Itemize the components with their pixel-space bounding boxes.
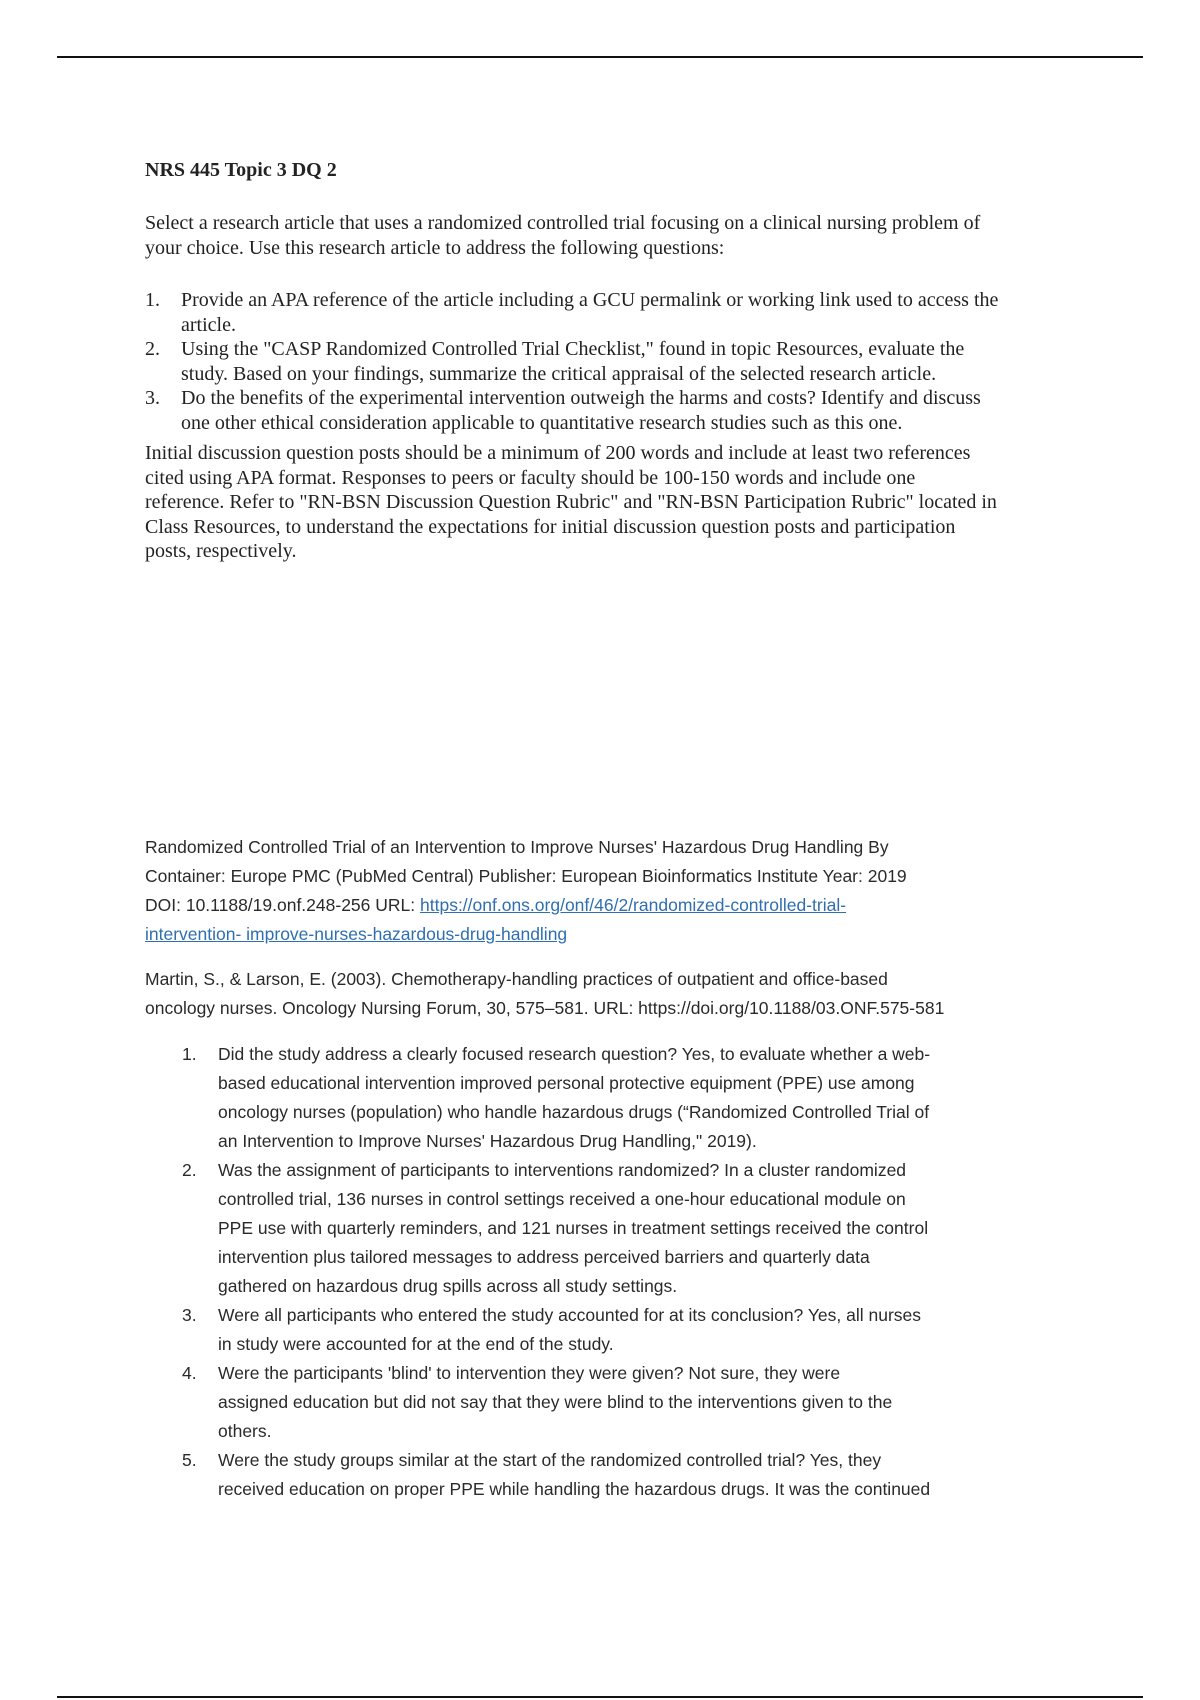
list-text: Were the study groups similar at the start of the randomized controlled trial? Yes, they received education on proper PPE while handling the hazardous drugs. It was the continued xyxy=(218,1450,931,1499)
reference-1-text: Randomized Controlled Trial of an Intervention to Improve Nurses' Hazardous Drug Handling By Container: Europe PMC (PubMed Central) Publisher: European Bioinformatics Institute Year: 2019 DOI: 10.1188/19.onf.248-256 URL: xyxy=(145,837,907,915)
list-number: 4. xyxy=(182,1363,197,1383)
list-text: Were all participants who entered the study accounted for at its conclusion? Yes, all nurses in study were accounted for at the end of the study. xyxy=(218,1305,921,1354)
list-text: Was the assignment of participants to interventions randomized? In a cluster randomized controlled trial, 136 nurses in control settings received a one-hour educational module on PPE use with quarterly reminders, and 121 nurses in treatment settings received the control intervention plus tailored messages to address perceived barriers and quarterly data gathered on hazardous drug spills across all study settings. xyxy=(218,1160,929,1296)
list-item xyxy=(182,1301,930,1359)
question-list xyxy=(145,288,998,435)
list-item xyxy=(182,1359,930,1446)
list-item xyxy=(145,337,998,386)
reference-1 xyxy=(145,833,907,949)
reference-2: Martin, S., & Larson, E. (2003). Chemotherapy-handling practices of outpatient and office-based oncology nurses. Oncology Nursing Forum, 30, 575–581. URL: https://doi.org/10.1188/03.ONF.575-581 xyxy=(145,969,945,1018)
list-number: 1. xyxy=(182,1044,197,1064)
list-text: Were the participants 'blind' to intervention they were given? Not sure, they were assigned education but did not say that they were blind to the interventions given to the others. xyxy=(218,1363,893,1441)
footer-rule xyxy=(57,1696,1143,1698)
list-number: 2. xyxy=(182,1160,197,1180)
list-item xyxy=(182,1446,930,1504)
list-item xyxy=(182,1156,930,1301)
list-number: 2. xyxy=(145,338,160,360)
list-item xyxy=(145,386,998,435)
list-number: 1. xyxy=(145,289,160,311)
list-text: Provide an APA reference of the article including a GCU permalink or working link used to access the article. xyxy=(181,289,999,336)
list-text: Using the "CASP Randomized Controlled Trial Checklist," found in topic Resources, evaluate the study. Based on your findings, summarize the critical appraisal of the selected research article. xyxy=(181,338,965,385)
list-number: 5. xyxy=(182,1450,197,1470)
document-title: NRS 445 Topic 3 DQ 2 xyxy=(145,159,337,181)
reference-1-link[interactable]: https://onf.ons.org/onf/46/2/randomized-controlled-trial- intervention- improve-nurses-hazardous-drug-handling xyxy=(145,895,847,944)
appraisal-list xyxy=(182,1040,930,1504)
list-item xyxy=(145,288,998,337)
header-rule xyxy=(57,56,1143,58)
list-number: 3. xyxy=(182,1305,197,1325)
list-number: 3. xyxy=(145,387,160,409)
intro-paragraph: Select a research article that uses a randomized controlled trial focusing on a clinical nursing problem of your choice. Use this research article to address the following questions: xyxy=(145,212,981,259)
list-item xyxy=(182,1040,930,1156)
list-text: Do the benefits of the experimental intervention outweigh the harms and costs? Identify and discuss one other ethical consideration applicable to quantitative research studies such as this one. xyxy=(181,387,981,434)
list-text: Did the study address a clearly focused research question? Yes, to evaluate whether a web- based educational intervention improved personal protective equipment (PPE) use among oncology nurses (population) who handle hazardous drugs (“Randomized Controlled Trial of an Intervention to Improve Nurses' Hazardous Drug Handling," 2019). xyxy=(218,1044,931,1151)
instructions-paragraph: Initial discussion question posts should be a minimum of 200 words and include at least two references cited using APA format. Responses to peers or faculty should be 100-150 words and include one reference. Refer to "RN-BSN Discussion Question Rubric" and "RN-BSN Participation Rubric" located in Class Resources, to understand the expectations for initial discussion question posts and participation posts, respectively. xyxy=(145,442,997,562)
